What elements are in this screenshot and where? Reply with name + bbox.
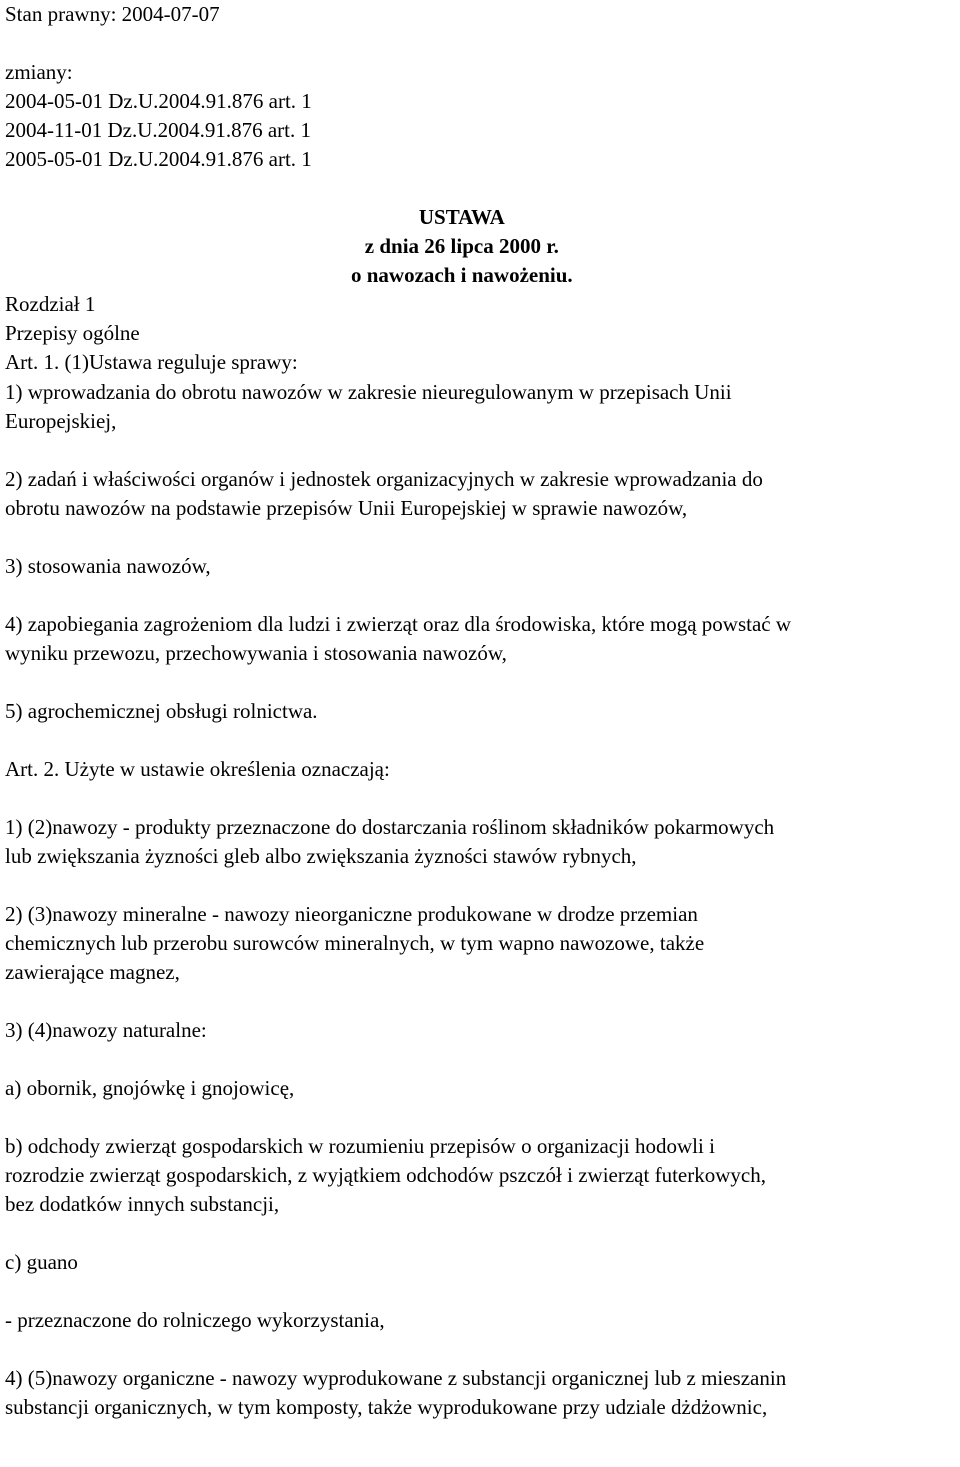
article-1-items <box>5 378 955 726</box>
article-2-item <box>5 900 955 987</box>
legal-status: Stan prawny: 2004-07-07 <box>5 2 220 26</box>
article-2-intro <box>5 755 955 784</box>
article-2-item <box>5 1306 955 1335</box>
article-2-item-line: a) obornik, gnojówkę i gnojowicę, <box>5 1076 295 1100</box>
article-1-item <box>5 378 955 436</box>
chapter-name: Przepisy ogólne <box>5 321 140 345</box>
act-kind: USTAWA <box>418 205 505 229</box>
article-2-item <box>5 1248 955 1277</box>
change-entry: 2005-05-01 Dz.U.2004.91.876 art. 1 <box>5 147 312 171</box>
article-2-item-line: b) odchody zwierząt gospodarskich w rozumieniu przepisów o organizacji hodowli i <box>5 1134 715 1158</box>
document-page <box>5 0 955 1451</box>
article-2-item-line: bez dodatków innych substancji, <box>5 1192 280 1216</box>
article-2-item <box>5 1132 955 1219</box>
legal-status-block <box>5 0 312 174</box>
article-2-item-line: - przeznaczone do rolniczego wykorzystania, <box>5 1308 385 1332</box>
act-date: z dnia 26 lipca 2000 r. <box>364 234 559 258</box>
article-1-item-line: 2) zadań i właściwości organów i jednostek organizacyjnych w zakresie wprowadzania do <box>5 467 763 491</box>
article-2-item-line: 4) (5)nawozy organiczne - nawozy wyprodukowane z substancji organicznej lub z mieszanin <box>5 1366 787 1390</box>
article-1-item-line: obrotu nawozów na podstawie przepisów Unii Europejskiej w sprawie nawozów, <box>5 496 688 520</box>
article-1-item <box>5 610 955 668</box>
article-1-item-line: 1) wprowadzania do obrotu nawozów w zakresie nieuregulowanym w przepisach Unii <box>5 380 732 404</box>
article-2-items <box>5 813 955 1422</box>
article-2-item <box>5 1074 955 1103</box>
article-2-item-line: rozrodzie zwierząt gospodarskich, z wyjątkiem odchodów pszczół i zwierząt futerkowych, <box>5 1163 766 1187</box>
article-2-intro-text: Art. 2. Użyte w ustawie określenia oznaczają: <box>5 757 390 781</box>
change-entry: 2004-11-01 Dz.U.2004.91.876 art. 1 <box>5 118 312 142</box>
chapter-heading <box>5 290 298 377</box>
chapter-number: Rozdział 1 <box>5 292 96 316</box>
article-2-item-line: 2) (3)nawozy mineralne - nawozy nieorganiczne produkowane w drodze przemian <box>5 902 698 926</box>
change-entry: 2004-05-01 Dz.U.2004.91.876 art. 1 <box>5 89 312 113</box>
act-subject: o nawozach i nawożeniu. <box>351 263 573 287</box>
document-header <box>5 0 955 378</box>
article-2-item-line: chemicznych lub przerobu surowców mineralnych, w tym wapno nawozowe, także <box>5 931 705 955</box>
article-2-item-line: lub zwiększania żyzności gleb albo zwiększania żyzności stawów rybnych, <box>5 844 637 868</box>
article-1-item-line: 3) stosowania nawozów, <box>5 554 211 578</box>
article-1-item-line: 5) agrochemicznej obsługi rolnictwa. <box>5 699 318 723</box>
article-2-item-line: 3) (4)nawozy naturalne: <box>5 1018 207 1042</box>
article-2-item-line: c) guano <box>5 1250 78 1274</box>
article-2-item-line: zawierające magnez, <box>5 960 180 984</box>
article-2-item-line: 1) (2)nawozy - produkty przeznaczone do dostarczania roślinom składników pokarmowych <box>5 815 775 839</box>
article-1-item <box>5 697 955 726</box>
article-2-item <box>5 1364 955 1422</box>
article-1-intro: Art. 1. (1)Ustawa reguluje sprawy: <box>5 350 298 374</box>
act-title <box>351 203 573 290</box>
article-1-item <box>5 552 955 581</box>
changes-label: zmiany: <box>5 60 73 84</box>
article-2-item <box>5 1016 955 1045</box>
article-2-item <box>5 813 955 871</box>
article-1-item-line: 4) zapobiegania zagrożeniom dla ludzi i zwierząt oraz dla środowiska, które mogą powstać w <box>5 612 792 636</box>
article-1-item-line: wyniku przewozu, przechowywania i stosowania nawozów, <box>5 641 507 665</box>
article-1-item-line: Europejskiej, <box>5 409 117 433</box>
article-1-item <box>5 465 955 523</box>
article-2-item-line: substancji organicznych, w tym komposty, także wyprodukowane przy udziale dżdżownic, <box>5 1395 768 1419</box>
